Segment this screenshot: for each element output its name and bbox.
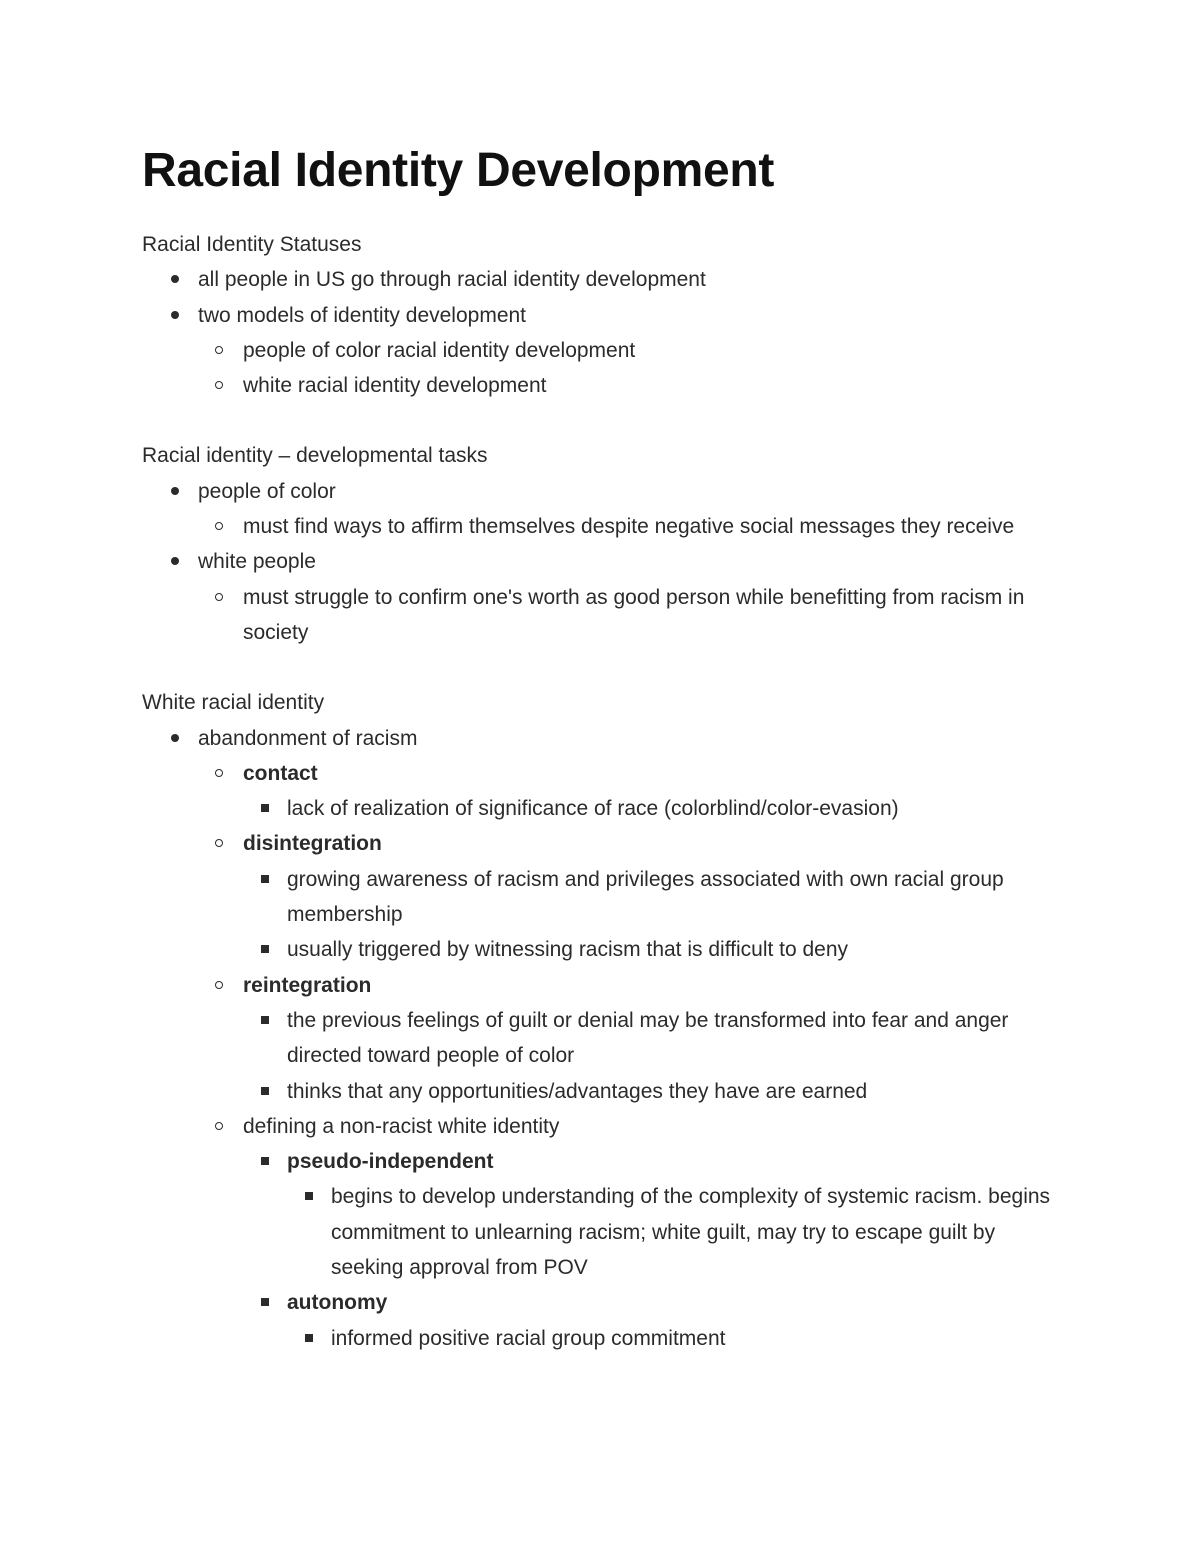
- bullet-square-icon: [261, 804, 269, 812]
- section-developmental-tasks: [142, 438, 1062, 650]
- bullet-square-icon: [305, 1334, 313, 1342]
- list-item: usually triggered by witnessing racism that is difficult to deny: [142, 932, 1062, 967]
- nested-list: [198, 580, 1062, 651]
- section-heading: Racial Identity Statuses: [142, 233, 362, 256]
- list-item: two models of identity development people of color racial identity development white racial identity development: [142, 298, 1062, 404]
- list-item: defining a non-racist white identity pseudo-independent begins to develop understanding of the complexity of systemic racism. begins commitment to unlearning racism; white guilt, may try to escape guilt by seeking approval from POV autonomy informed positive racial group commitment: [142, 1109, 1062, 1356]
- section-heading: White racial identity: [142, 691, 325, 715]
- bullet-square-icon: [261, 945, 269, 953]
- bullet-list: [142, 474, 1062, 650]
- bullet-square-icon: [261, 1298, 269, 1306]
- bullet-square-icon: [261, 875, 269, 883]
- nested-list: [243, 862, 1062, 968]
- bullet-square-icon: [305, 1192, 313, 1200]
- section-white-racial-identity: [142, 685, 1062, 1356]
- nested-list: [243, 1003, 1062, 1109]
- bullet-circle-icon: [215, 839, 223, 847]
- nested-list: [243, 1144, 1062, 1356]
- section-heading: Racial identity – developmental tasks: [142, 444, 488, 468]
- bullet-disc-icon: [171, 487, 179, 495]
- list-item: growing awareness of racism and privileges associated with own racial group membership: [142, 862, 1062, 933]
- bullet-circle-icon: [215, 593, 223, 601]
- nested-list: [287, 1321, 1062, 1356]
- bullet-circle-icon: [215, 346, 223, 354]
- bullet-list: [142, 262, 1062, 403]
- document-page: [142, 140, 1062, 1356]
- list-item: the previous feelings of guilt or denial may be transformed into fear and anger directed toward people of color: [142, 1003, 1062, 1074]
- bullet-circle-icon: [215, 769, 223, 777]
- list-item: must find ways to affirm themselves despite negative social messages they receive: [142, 509, 1062, 544]
- list-item: thinks that any opportunities/advantages they have are earned: [142, 1074, 1062, 1109]
- list-item: disintegration growing awareness of racism and privileges associated with own racial group membership usually triggered by witnessing racism that is difficult to deny: [142, 826, 1062, 967]
- list-item: begins to develop understanding of the complexity of systemic racism. begins commitment to unlearning racism; white guilt, may try to escape guilt by seeking approval from POV: [142, 1179, 1062, 1285]
- nested-list: [198, 756, 1062, 1356]
- list-item: reintegration the previous feelings of guilt or denial may be transformed into fear and anger directed toward people of color thinks that any opportunities/advantages they have are earned: [142, 968, 1062, 1109]
- list-item: pseudo-independent begins to develop understanding of the complexity of systemic racism. begins commitment to unlearning racism; white guilt, may try to escape guilt by seeking approval from POV: [142, 1144, 1062, 1285]
- bullet-list: [142, 721, 1062, 1356]
- nested-list: [243, 791, 1062, 826]
- bullet-disc-icon: [171, 557, 179, 565]
- bullet-disc-icon: [171, 734, 179, 742]
- list-item: autonomy informed positive racial group commitment: [142, 1285, 1062, 1356]
- list-item: all people in US go through racial identity development: [142, 262, 1062, 297]
- bullet-circle-icon: [215, 981, 223, 989]
- list-item: must struggle to confirm one's worth as good person while benefitting from racism in society: [142, 580, 1062, 651]
- list-item: white people must struggle to confirm one's worth as good person while benefitting from racism in society: [142, 544, 1062, 650]
- list-item: people of color racial identity development: [142, 333, 1062, 368]
- bullet-disc-icon: [171, 311, 179, 319]
- nested-list: [198, 509, 1062, 544]
- nested-list: [287, 1179, 1062, 1285]
- page-title: Racial Identity Development: [142, 144, 775, 197]
- bullet-circle-icon: [215, 381, 223, 389]
- bullet-disc-icon: [171, 275, 179, 283]
- list-item: contact lack of realization of significance of race (colorblind/color-evasion): [142, 756, 1062, 827]
- list-item: lack of realization of significance of race (colorblind/color-evasion): [142, 791, 1062, 826]
- list-item: people of color must find ways to affirm themselves despite negative social messages they receive: [142, 474, 1062, 545]
- bullet-circle-icon: [215, 522, 223, 530]
- bullet-square-icon: [261, 1087, 269, 1095]
- list-item: abandonment of racism contact lack of realization of significance of race (colorblind/color-evasion) disintegration growing awareness of racism and privileges associated with own racial group membership usually triggered by witnessing racism that is difficult to deny reintegration the previous feelings of guilt or denial may be transformed into fear and anger directed toward people of color thinks that any opportunities/advantages they have are earned defining a non-racist white identity pseudo-independent begins to develop understanding of the complexity of systemic racism. begins commitment to unlearning racism; white guilt, may try to escape guilt by seeking approval from POV autonomy informed positive racial group commitment: [142, 721, 1062, 1356]
- list-item: white racial identity development: [142, 368, 1062, 403]
- bullet-square-icon: [261, 1157, 269, 1165]
- bullet-circle-icon: [215, 1122, 223, 1130]
- nested-list: [198, 333, 1062, 404]
- section-racial-identity-statuses: [142, 227, 1062, 403]
- bullet-square-icon: [261, 1016, 269, 1024]
- list-item: informed positive racial group commitment: [142, 1321, 1062, 1356]
